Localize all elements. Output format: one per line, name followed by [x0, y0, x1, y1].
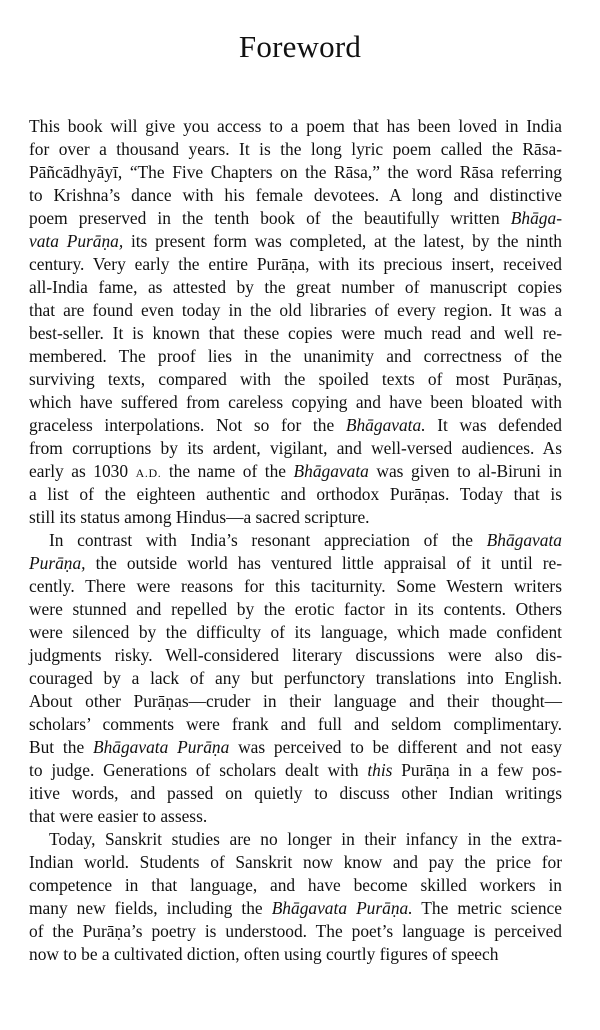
text-line — [29, 138, 562, 161]
text-line — [29, 276, 562, 299]
page-title: Foreword — [238, 28, 362, 64]
text-run: scholars’ comments were frank and full and seldom complimentary. — [29, 714, 562, 734]
text-line — [29, 391, 562, 414]
text-run: to judge. Generations of scholars dealt with — [29, 760, 368, 780]
text-run: which have suffered from careless copying and have been bloated with — [29, 392, 562, 412]
foreword-body — [29, 115, 562, 966]
text-run: But the — [29, 737, 93, 757]
text-line — [29, 644, 562, 667]
text-run: were stunned and repelled by the erotic factor in its contents. Others — [29, 599, 562, 619]
italic-text: Bhāgavata Purāṇa — [92, 737, 230, 757]
text-line — [29, 483, 562, 506]
text-line — [29, 506, 562, 529]
text-run: best-seller. It is known that these copies were much read and well re- — [29, 323, 562, 343]
text-run: In contrast with India’s resonant appreciation of the — [49, 530, 487, 550]
text-run: now to be a cultivated diction, often using courtly figures of speech — [29, 944, 499, 964]
paragraph — [29, 828, 562, 966]
paragraph — [29, 115, 562, 529]
text-run: the name of the — [161, 461, 294, 481]
text-run: couraged by a lack of any but perfunctory translations into English. — [29, 668, 562, 688]
text-line — [29, 759, 562, 782]
text-line — [29, 598, 562, 621]
text-line — [29, 828, 562, 851]
text-run: competence in that language, and have become skilled workers in — [29, 875, 562, 895]
text-run: Purāṇa in a few pos- — [392, 760, 562, 780]
text-run: Pāñcādhyāyī, “The Five Chapters on the Rāsa,” the word Rāsa referring — [29, 162, 562, 182]
text-line — [29, 345, 562, 368]
text-line — [29, 667, 562, 690]
text-line — [29, 943, 562, 966]
text-run: Today, Sanskrit studies are no longer in their infancy in the extra- — [49, 829, 562, 849]
text-run: was perceived to be different and not easy — [229, 737, 562, 757]
italic-text: vata Purāṇa, — [29, 231, 124, 251]
italic-text: this — [367, 760, 393, 780]
text-run: all-India fame, as attested by the great number of manuscript copies — [29, 277, 562, 297]
text-line — [29, 322, 562, 345]
italic-text: Purāṇa, — [29, 553, 86, 573]
text-line — [29, 713, 562, 736]
text-line — [29, 897, 562, 920]
paragraph — [29, 529, 562, 828]
text-run: membered. The proof lies in the unanimity and correctness of the — [29, 346, 562, 366]
text-run: still its status among Hindus—a sacred scripture. — [29, 507, 370, 527]
text-run: cently. There were reasons for this taciturnity. Some Western writers — [29, 576, 562, 596]
text-line — [29, 253, 562, 276]
italic-text: Bhāgavata — [293, 461, 369, 481]
text-line — [29, 161, 562, 184]
text-run: many new fields, including the — [29, 898, 272, 918]
text-line — [29, 621, 562, 644]
text-line — [29, 368, 562, 391]
text-run: was given to al-Biruni in — [368, 461, 562, 481]
text-line — [29, 851, 562, 874]
text-line — [29, 299, 562, 322]
text-line — [29, 920, 562, 943]
text-line — [29, 736, 562, 759]
italic-text: Bhāgavata — [486, 530, 562, 550]
text-run: About other Purāṇas—cruder in their language and their thought— — [29, 691, 562, 711]
text-line — [29, 437, 562, 460]
text-line — [29, 184, 562, 207]
text-run: to Krishna’s dance with his female devotees. A long and distinctive — [29, 185, 562, 205]
text-run: poem preserved in the tenth book of the beautifully written — [29, 208, 511, 228]
text-run: a list of the eighteen authentic and orthodox Purāṇas. Today that is — [29, 484, 562, 504]
text-run: that are found even today in the old libraries of every region. It was a — [29, 300, 562, 320]
text-run: early as 1030 — [29, 461, 136, 481]
italic-text: Bhāgavata Purāṇa. — [271, 898, 413, 918]
italic-text: Bhāgavata. — [345, 415, 426, 435]
text-line — [29, 115, 562, 138]
text-line — [29, 460, 562, 483]
small-caps-text: A.D. — [135, 466, 162, 480]
text-line — [29, 552, 562, 575]
text-line — [29, 874, 562, 897]
text-line — [29, 230, 562, 253]
text-run: the outside world has ventured little appraisal of it until re- — [85, 553, 562, 573]
text-run: itive words, and passed on quietly to discuss other Indian writings — [29, 783, 562, 803]
text-run: its present form was completed, at the latest, by the ninth — [123, 231, 562, 251]
text-run: This book will give you access to a poem that has been loved in India — [29, 116, 562, 136]
text-run: graceless interpolations. Not so for the — [29, 415, 346, 435]
text-run: century. Very early the entire Purāṇa, with its precious insert, received — [29, 254, 562, 274]
text-line — [29, 529, 562, 552]
text-run: It was defended — [425, 415, 562, 435]
text-line — [29, 690, 562, 713]
text-run: The metric science — [412, 898, 562, 918]
text-run: Indian world. Students of Sanskrit now know and pay the price for — [29, 852, 562, 872]
text-run: for over a thousand years. It is the long lyric poem called the Rāsa- — [29, 139, 562, 159]
text-line — [29, 414, 562, 437]
text-line — [29, 805, 562, 828]
text-run: surviving texts, compared with the spoiled texts of most Purāṇas, — [29, 369, 562, 389]
text-run: that were easier to assess. — [29, 806, 208, 826]
text-run: of the Purāṇa’s poetry is understood. The poet’s language is perceived — [29, 921, 562, 941]
text-run: judgments risky. Well-considered literary discussions were also dis- — [29, 645, 562, 665]
text-line — [29, 782, 562, 805]
text-line — [29, 575, 562, 598]
text-run: from corruptions by its ardent, vigilant, and well-versed audiences. As — [29, 438, 562, 458]
italic-text: Bhāga- — [510, 208, 562, 228]
text-run: were silenced by the difficulty of its language, which made confident — [29, 622, 562, 642]
text-line — [29, 207, 562, 230]
